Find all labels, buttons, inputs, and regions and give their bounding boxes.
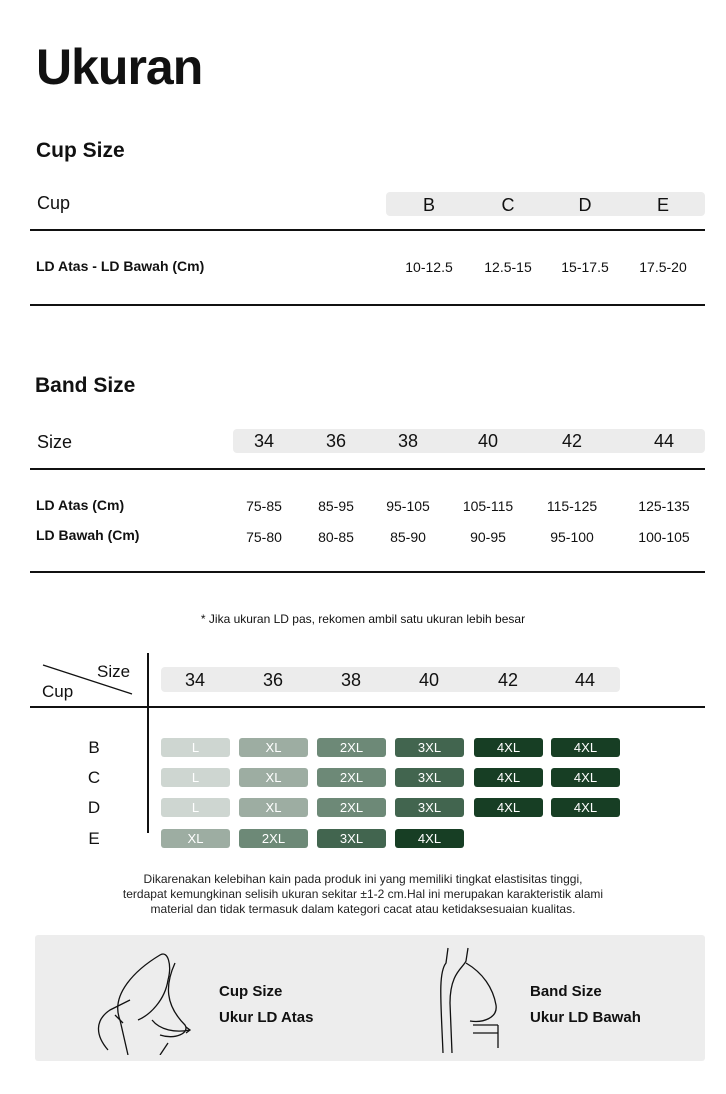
- matrix-column-header: 42: [497, 670, 519, 690]
- size-cell: 3XL: [395, 738, 464, 757]
- matrix-cup-label: B: [88, 738, 100, 757]
- size-cell: 3XL: [395, 768, 464, 787]
- size-cell: 4XL: [474, 738, 543, 757]
- band-column-header: 36: [325, 431, 347, 451]
- size-cell: 3XL: [395, 798, 464, 817]
- matrix-column-header: 44: [574, 670, 596, 690]
- matrix-cup-label: D: [87, 798, 101, 817]
- cup-value: 12.5-15: [484, 259, 532, 275]
- cup-column-header: E: [656, 195, 670, 215]
- cup-column-header: C: [501, 195, 515, 215]
- recommendation-note: * Jika ukuran LD pas, rekomen ambil satu ukuran lebih besar: [200, 612, 526, 626]
- band-value: 75-85: [246, 498, 282, 514]
- band-row-label: LD Bawah (Cm): [36, 527, 140, 543]
- matrix-column-header: 38: [340, 670, 362, 690]
- cup-size-heading: Cup Size: [36, 139, 125, 162]
- size-cell: 4XL: [474, 798, 543, 817]
- size-cell: 4XL: [474, 768, 543, 787]
- band-value: 115-125: [546, 498, 598, 514]
- size-cell: 2XL: [317, 738, 386, 757]
- cup-value: 17.5-20: [639, 259, 687, 275]
- band-value: 100-105: [638, 529, 690, 545]
- band-value: 90-95: [470, 529, 506, 545]
- guide-band-title: Band Size: [530, 983, 602, 1000]
- size-cell: XL: [239, 768, 308, 787]
- cup-row-header: Cup: [37, 193, 71, 213]
- band-column-header: 40: [477, 431, 499, 451]
- band-value: 75-80: [246, 529, 282, 545]
- disclaimer: [0, 872, 726, 917]
- size-cell: 2XL: [239, 829, 308, 848]
- cup-column-header: B: [422, 195, 436, 215]
- size-cell: 4XL: [551, 798, 620, 817]
- size-cell: 3XL: [317, 829, 386, 848]
- band-value: 125-135: [638, 498, 690, 514]
- band-column-header: 38: [397, 431, 419, 451]
- divider: [30, 468, 705, 470]
- cup-value: 10-12.5: [405, 259, 453, 275]
- band-value: 85-95: [318, 498, 354, 514]
- size-cell: 4XL: [551, 768, 620, 787]
- disclaimer-line: terdapat kemungkinan selisih ukuran sekitar ±1-2 cm.Hal ini merupakan karakteristik alami: [122, 887, 604, 901]
- band-measure-illustration-icon: [438, 943, 518, 1055]
- cup-column-header: D: [578, 195, 592, 215]
- matrix-column-header: 36: [262, 670, 284, 690]
- size-cell: 4XL: [551, 738, 620, 757]
- size-cell: XL: [161, 829, 230, 848]
- band-value: 80-85: [318, 529, 354, 545]
- band-column-header: 42: [561, 431, 583, 451]
- guide-cup-title: Cup Size: [219, 983, 283, 1000]
- matrix-cup-label: E: [88, 829, 100, 848]
- matrix-column-header: 40: [418, 670, 440, 690]
- size-cell: L: [161, 798, 230, 817]
- band-row-label: LD Atas (Cm): [36, 497, 125, 513]
- band-value: 85-90: [390, 529, 426, 545]
- page-title: Ukuran: [36, 39, 203, 95]
- band-column-header: 44: [653, 431, 675, 451]
- guide-cup-subtitle: Ukur LD Atas: [219, 1009, 314, 1026]
- band-header-pill: [233, 429, 705, 453]
- divider: [30, 229, 705, 231]
- band-column-header: 34: [253, 431, 275, 451]
- divider: [30, 571, 705, 573]
- band-size-heading: Band Size: [35, 374, 136, 397]
- cup-row-label: LD Atas - LD Bawah (Cm): [36, 258, 205, 274]
- size-cell: XL: [239, 738, 308, 757]
- matrix-column-header: 34: [184, 670, 206, 690]
- cup-value: 15-17.5: [561, 259, 609, 275]
- size-cell: L: [161, 738, 230, 757]
- size-cell: L: [161, 768, 230, 787]
- matrix-cup-label: C: [87, 768, 101, 787]
- divider: [30, 304, 705, 306]
- matrix-header-pill: [161, 667, 620, 692]
- band-value: 95-100: [550, 529, 594, 545]
- band-row-header: Size: [37, 432, 73, 452]
- size-cell: 4XL: [395, 829, 464, 848]
- size-cell: XL: [239, 798, 308, 817]
- matrix-corner-cup: Cup: [42, 682, 74, 701]
- matrix-corner-size: Size: [97, 662, 131, 681]
- vertical-divider: [147, 653, 149, 833]
- size-cell: 2XL: [317, 768, 386, 787]
- guide-band-subtitle: Ukur LD Bawah: [530, 1009, 641, 1026]
- disclaimer-line: material dan tidak termasuk dalam kategori cacat atau ketidaksesuaian kualitas.: [150, 902, 576, 916]
- band-value: 105-115: [462, 498, 514, 514]
- disclaimer-line: Dikarenakan kelebihan kain pada produk ini yang memiliki tingkat elastisitas tinggi,: [143, 872, 583, 886]
- divider: [30, 706, 705, 708]
- cup-measure-illustration-icon: [90, 945, 200, 1055]
- band-value: 95-105: [386, 498, 430, 514]
- size-cell: 2XL: [317, 798, 386, 817]
